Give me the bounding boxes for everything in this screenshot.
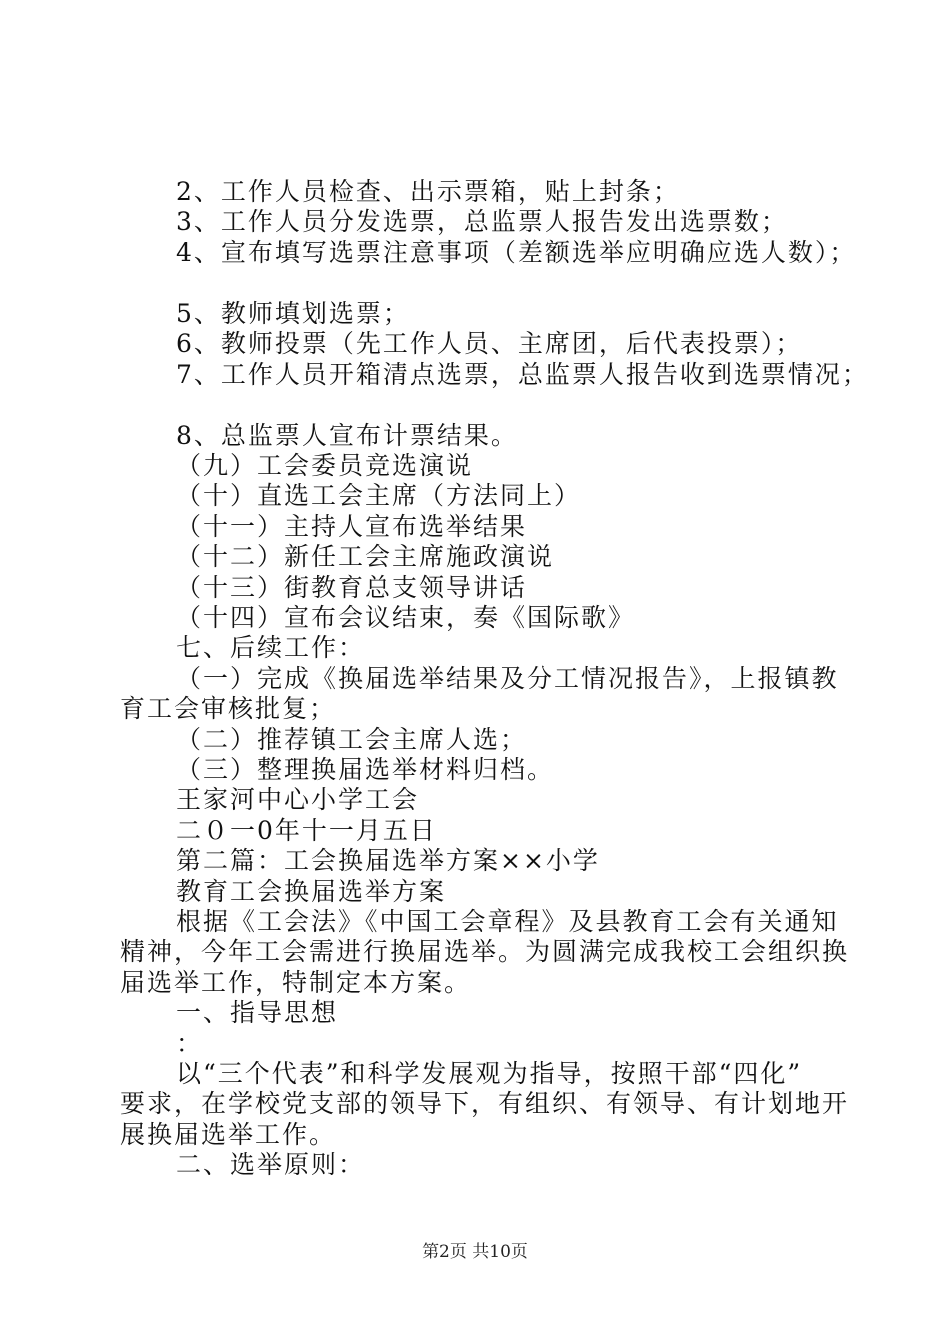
text-line-11: （十二）新任工会主席施政演说 (176, 542, 555, 571)
page-footer: 第2页 共10页 (422, 1242, 528, 1262)
text-line-15: （一）完成《换届选举结果及分工情况报告》，上报镇教 (176, 664, 839, 693)
text-line-28: 以“三个代表”和科学发展观为指导，按照干部“四化” (176, 1059, 803, 1088)
text-line-19: 王家河中心小学工会 (176, 785, 420, 814)
text-line-10: （十一）主持人宣布选举结果 (176, 512, 528, 541)
text-line-30: 展换届选举工作。 (120, 1120, 337, 1149)
text-line-7: 8、总监票人宣布计票结果。 (176, 421, 518, 450)
text-line-21: 第二篇：工会换届选举方案××小学 (176, 846, 600, 875)
text-line-16: 育工会审核批复； (120, 694, 337, 723)
text-line-5: 6、教师投票（先工作人员、主席团，后代表投票）； (176, 329, 803, 358)
text-line-20: 二０一0年十一月五日 (176, 816, 437, 845)
text-line-31: 二、选举原则： (176, 1150, 366, 1179)
text-line-12: （十三）街教育总支领导讲话 (176, 573, 528, 602)
text-line-26: 一、指导思想 (176, 998, 339, 1027)
text-line-27: ： (176, 1029, 204, 1058)
text-line-18: （三）整理换届选举材料归档。 (176, 755, 555, 784)
text-line-13: （十四）宣布会议结束，奏《国际歌》 (176, 603, 636, 632)
text-line-24: 精神，今年工会需进行换届选举。为圆满完成我校工会组织换 (120, 937, 850, 966)
text-line-4: 5、教师填划选票； (176, 299, 410, 328)
text-line-2: 3、工作人员分发选票，总监票人报告发出选票数； (176, 207, 788, 236)
text-line-17: （二）推荐镇工会主席人选； (176, 725, 528, 754)
text-line-9: （十）直选工会主席（方法同上） (176, 481, 582, 510)
text-line-23: 根据《工会法》《中国工会章程》及县教育工会有关通知 (176, 907, 839, 936)
text-line-6: 7、工作人员开箱清点选票，总监票人报告收到选票情况； (176, 360, 869, 389)
text-line-22: 教育工会换届选举方案 (176, 877, 447, 906)
text-line-8: （九）工会委员竞选演说 (176, 451, 474, 480)
text-line-25: 届选举工作，特制定本方案。 (120, 968, 472, 997)
text-line-14: 七、后续工作： (176, 633, 366, 662)
text-line-1: 2、工作人员检查、出示票箱，贴上封条； (176, 177, 680, 206)
text-line-3: 4、宣布填写选票注意事项（差额选举应明确应选人数）； (176, 238, 857, 267)
text-line-29: 要求，在学校党支部的领导下，有组织、有领导、有计划地开 (120, 1089, 850, 1118)
